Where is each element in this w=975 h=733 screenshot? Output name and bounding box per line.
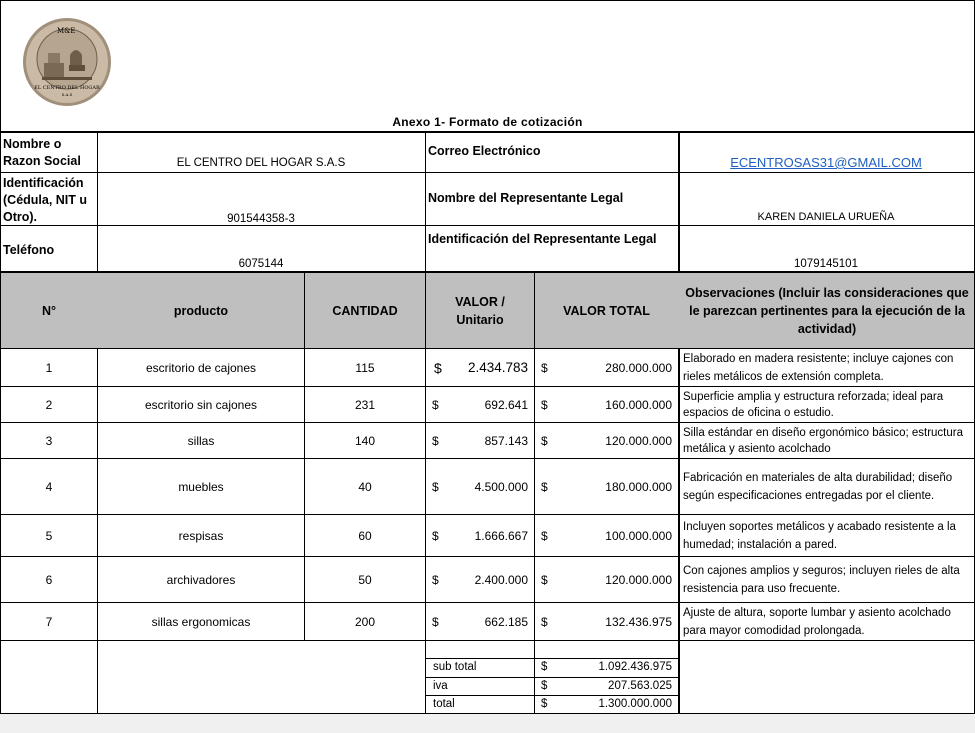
row-total — [535, 557, 678, 602]
nombre-value: EL CENTRO DEL HOGAR S.A.S — [176, 157, 346, 169]
col-header-cantidad: CANTIDAD — [332, 303, 398, 318]
divider — [0, 225, 975, 226]
row-cantidad: 140 — [354, 433, 376, 448]
nombre-label: Nombre o Razon Social — [3, 137, 81, 168]
identificacion-label: Identificación (Cédula, NIT u Otro). — [3, 176, 88, 224]
currency-sign: $ — [541, 698, 548, 710]
row-producto: sillas ergonomicas — [151, 614, 251, 629]
representante-value: KAREN DANIELA URUEÑA — [757, 211, 895, 223]
row-n: 3 — [45, 433, 53, 448]
unitario-value: 2.400.000 — [474, 572, 528, 587]
row-producto: muebles — [178, 479, 224, 494]
unitario-value: 692.641 — [484, 397, 528, 412]
row-total — [535, 515, 678, 556]
row-unitario — [426, 387, 534, 422]
currency-sign: $ — [432, 433, 439, 448]
currency-sign: $ — [432, 528, 439, 543]
total-value: 180.000.000 — [605, 479, 672, 494]
row-n: 7 — [45, 614, 53, 629]
logo-ring-text: EL CENTRO DEL HOGAR — [34, 85, 100, 91]
row-observaciones: Ajuste de altura, soporte lumbar y asiento acolchado para mayor comodidad prolongada. — [683, 606, 951, 637]
row-observaciones: Fabricación en materiales de alta durabilidad; diseño según especificaciones entregadas por el cliente. — [683, 471, 953, 502]
representante-label: Nombre del Representante Legal — [428, 191, 624, 205]
row-observaciones: Con cajones amplios y seguros; incluyen rieles de alta resistencia para uso frecuente. — [683, 564, 960, 595]
subtotal-label: sub total — [433, 661, 477, 673]
currency-sign: $ — [432, 614, 439, 629]
logo-initials: M&E — [57, 27, 76, 35]
telefono-label: Teléfono — [3, 243, 55, 257]
row-observaciones: Incluyen soportes metálicos y acabado resistente a la humedad; instalación a pared. — [683, 520, 956, 551]
total-value: 100.000.000 — [605, 528, 672, 543]
row-total — [535, 387, 678, 422]
currency-sign: $ — [541, 397, 548, 412]
col-header-total: VALOR TOTAL — [563, 303, 650, 318]
currency-sign: $ — [432, 572, 439, 587]
row-producto: sillas — [187, 433, 215, 448]
total-label: total — [433, 698, 455, 710]
row-cantidad: 231 — [354, 397, 376, 412]
currency-sign: $ — [541, 360, 548, 375]
total-value: 120.000.000 — [605, 433, 672, 448]
row-observaciones: Superficie amplia y estructura reforzada; ideal para espacios de oficina o estudio. — [683, 390, 944, 419]
correo-label: Correo Electrónico — [428, 144, 541, 158]
divider — [0, 640, 975, 641]
currency-sign: $ — [541, 680, 548, 692]
row-n: 5 — [45, 528, 53, 543]
currency-sign: $ — [434, 359, 442, 376]
unitario-value: 2.434.783 — [467, 360, 528, 375]
row-total — [535, 349, 678, 386]
representante-id-value: 1079145101 — [794, 258, 858, 270]
row-producto: escritorio sin cajones — [144, 397, 258, 412]
currency-sign: $ — [541, 572, 548, 587]
col-header-producto: producto — [173, 303, 229, 318]
row-n: 1 — [45, 360, 53, 375]
telefono-value: 6075144 — [238, 258, 284, 270]
row-cantidad: 115 — [355, 360, 375, 375]
unitario-value: 662.185 — [484, 614, 528, 629]
row-producto: archivadores — [166, 572, 236, 587]
col-header-n: N° — [41, 303, 57, 318]
row-unitario — [426, 515, 534, 556]
subtotal-value: 1.092.436.975 — [598, 661, 672, 673]
currency-sign: $ — [432, 397, 439, 412]
row-n: 2 — [45, 397, 53, 412]
divider — [425, 658, 679, 659]
identificacion-value: 901544358-3 — [227, 213, 295, 225]
col-header-unitario: VALOR / Unitario — [455, 294, 505, 327]
unitario-value: 4.500.000 — [474, 479, 528, 494]
divider — [0, 172, 975, 173]
row-producto: respisas — [178, 528, 224, 543]
logo-ring-sub: S.A.S — [61, 92, 73, 97]
row-n: 4 — [45, 479, 53, 494]
iva-label: iva — [433, 680, 448, 692]
total-value: 1.300.000.000 — [598, 698, 672, 710]
row-cantidad: 40 — [358, 479, 372, 494]
row-observaciones: Elaborado en madera resistente; incluye cajones con rieles metálicos de extensión completa. — [683, 352, 954, 383]
company-logo — [22, 15, 112, 110]
representante-id-label: Identificación del Representante Legal — [428, 232, 657, 246]
row-unitario — [426, 557, 534, 602]
row-unitario — [426, 459, 534, 514]
correo-link[interactable]: ECENTROSAS31@GMAIL.COM — [730, 155, 922, 170]
row-cantidad: 200 — [354, 614, 376, 629]
unitario-value: 857.143 — [484, 433, 528, 448]
row-total — [535, 423, 678, 458]
currency-sign: $ — [541, 479, 548, 494]
row-unitario — [426, 349, 534, 386]
currency-sign: $ — [541, 528, 548, 543]
row-observaciones: Silla estándar en diseño ergonómico básico; estructura metálica y asiento acolchado — [683, 426, 963, 455]
divider — [425, 131, 426, 273]
row-total — [535, 459, 678, 514]
divider — [425, 677, 679, 678]
currency-sign: $ — [541, 614, 548, 629]
divider — [0, 131, 975, 133]
total-value: 132.436.975 — [605, 614, 672, 629]
currency-sign: $ — [432, 479, 439, 494]
col-header-observaciones: Observaciones (Incluir las consideraciones que le parezcan pertinentes para la ejecución de la actividad) — [685, 285, 969, 336]
row-unitario — [426, 603, 534, 640]
sheet-margin — [0, 714, 975, 733]
row-unitario — [426, 423, 534, 458]
iva-value: 207.563.025 — [608, 680, 672, 692]
total-value: 160.000.000 — [605, 397, 672, 412]
row-total — [535, 603, 678, 640]
row-cantidad: 60 — [358, 528, 372, 543]
page-title: Anexo 1- Formato de cotización — [392, 115, 583, 129]
row-n: 6 — [45, 572, 53, 587]
total-value: 280.000.000 — [605, 360, 672, 375]
divider — [425, 695, 679, 696]
row-cantidad: 50 — [358, 572, 372, 587]
unitario-value: 1.666.667 — [474, 528, 528, 543]
row-producto: escritorio de cajones — [145, 360, 257, 375]
currency-sign: $ — [541, 661, 548, 673]
currency-sign: $ — [541, 433, 548, 448]
total-value: 120.000.000 — [605, 572, 672, 587]
